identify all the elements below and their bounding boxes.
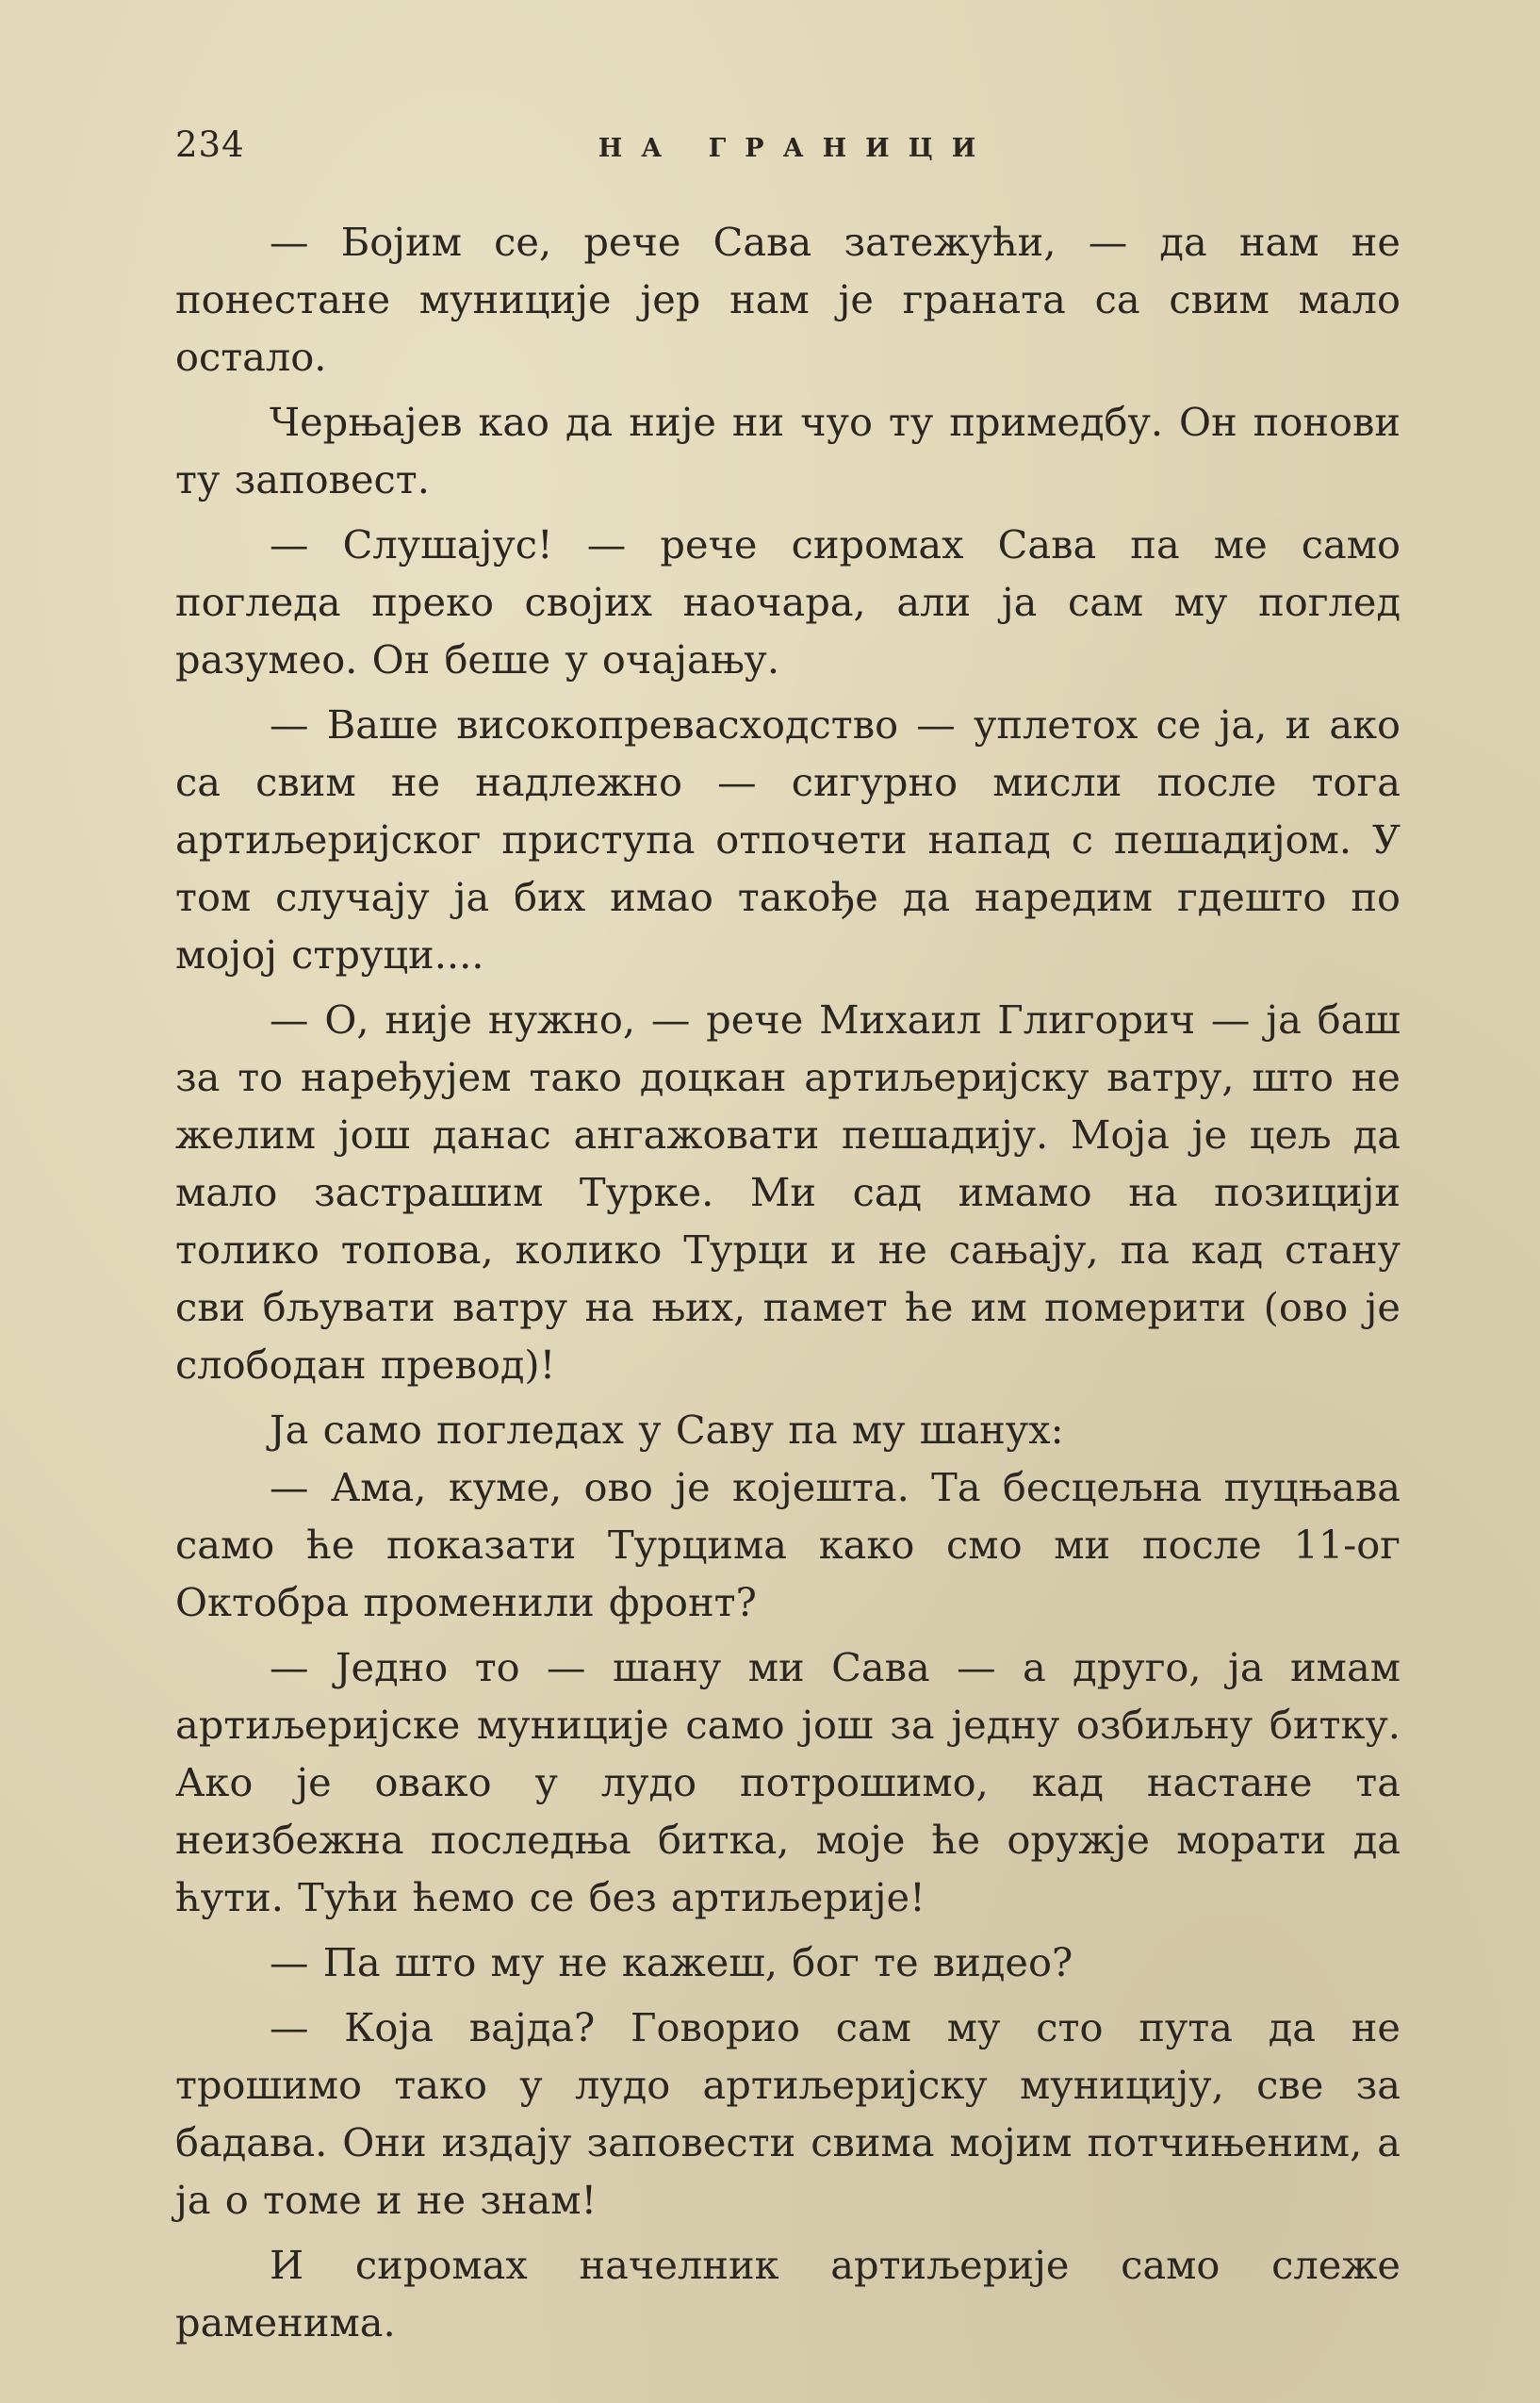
paragraph: — Која вајда? Говорио сам му сто пута да не трошимо тако у лудо артиљеријску муницију, све за бадава. Они издају заповести свима мојим потчињеним, а ја о томе и не знам! (175, 2004, 1401, 2223)
running-title: НА ГРАНИЦИ (598, 134, 995, 163)
paragraph: Черњајев као да није ни чуо ту примедбу. Он понови ту заповест. (175, 399, 1401, 502)
paragraph: Ја само погледах у Саву па му шанух: (270, 1407, 1064, 1453)
body-text (175, 213, 1401, 2351)
paragraph: — Па што му не кажеш, бог те видео? (270, 1939, 1073, 1985)
paragraph: И сиромах начелник артиљерије само слеже раменима. (175, 2242, 1401, 2345)
paragraph: — Ваше високопревасходство — уплетох се ја, и ако са свим не надлежно — сигурно мисли после тога артиљеријског приступа отпочети напад с пешадијом. У том случају ја бих имао такође да наредим гдешто по мојој струци.... (175, 701, 1401, 978)
paragraph: — Ама, куме, ово је којешта. Та бесцељна пуцњава само ће показати Турцима како смо ми после 11-ог Октобра променили фронт? (175, 1464, 1401, 1625)
paragraph: — О, није нужно, — рече Михаил Глигорич — ја баш за то наређујем тако доцкан артиљеријску ватру, што не желим још данас ангажовати пешадију. Моја је цељ да мало застрашим Турке. Ми сад имамо на позицији толико топова, колико Турци и не сањају, па кад стану сви бљувати ватру на њих, памет ће им померити (ово је слободан превод)! (175, 996, 1401, 1388)
running-head (175, 124, 1399, 181)
paragraph: — Бојим се, рече Сава затежући, — да нам не понестане муниције јер нам је граната са свим мало остало. (175, 219, 1401, 380)
paragraph: — Једно то — шану ми Сава — а друго, ја имам артиљеријске муниције само још за једну озбиљну битку. Ако је овако у лудо потрошимо, кад настане та неизбежна последња битка, моје ће оружје морати да ћути. Тући ћемо се без артиљерије! (175, 1644, 1401, 1920)
paragraph: — Слушајус! — рече сиромах Сава па ме само погледа преко својих наочара, али ја сам му поглед разумео. Он беше у очајању. (175, 521, 1401, 683)
page-number: 234 (175, 124, 245, 165)
